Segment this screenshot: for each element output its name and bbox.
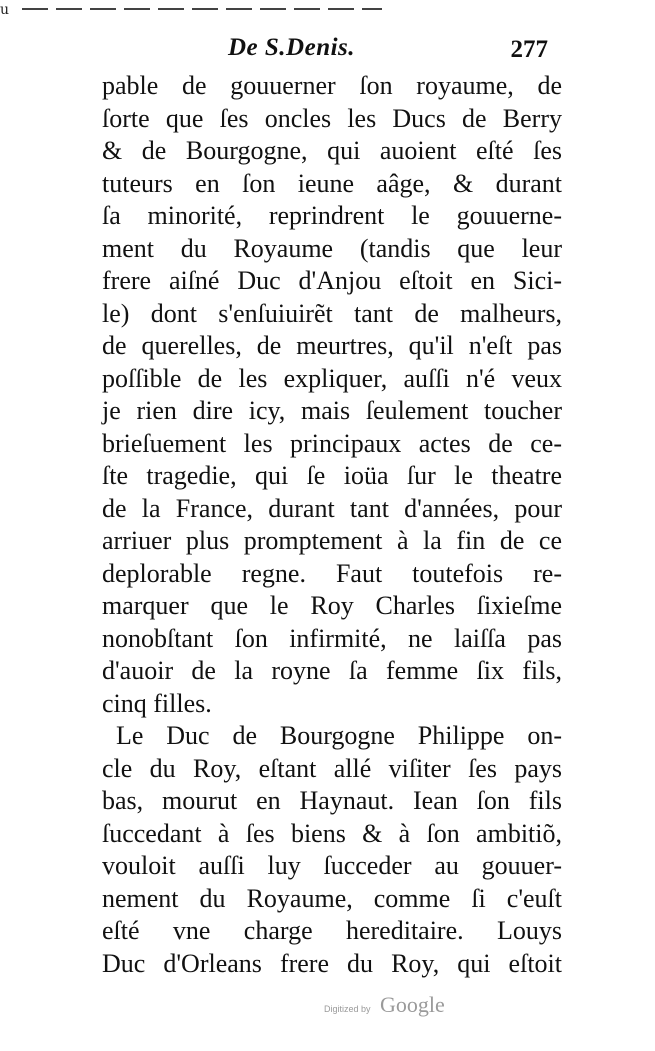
paragraph-start-line: Le Duc de Bourgogne Philippe on-	[116, 721, 562, 750]
google-logo: Google	[380, 992, 445, 1017]
text-line: ment du Royaume (tandis que leur	[102, 233, 562, 263]
text-line: cle du Roy, eſtant allé viſiter ſes pays	[102, 753, 562, 783]
text-line: vouloit auſſi luy ſucceder au gouuer-	[102, 851, 562, 880]
text-line: & de Bourgogne, qui auoient eſté ſes	[102, 136, 562, 165]
digitization-watermark	[324, 992, 484, 1022]
running-title: De S.Denis.	[228, 34, 356, 61]
text-line: brieſuement les principaux actes de ce-	[102, 428, 562, 458]
text-line: frere aiſné Duc d'Anjou eſtoit en Sici-	[102, 266, 562, 295]
text-line: nonobſtant ſon infirmité, ne laiſſa pas	[102, 623, 562, 653]
text-line: ſorte que ſes oncles les Ducs de Berry	[102, 103, 562, 133]
text-line: marquer que le Roy Charles ſixieſme	[102, 591, 562, 620]
page-header	[228, 34, 548, 68]
body-text	[102, 70, 562, 980]
digitized-by-label: Digitized by	[324, 1004, 371, 1014]
text-line: de la France, durant tant d'années, pour	[102, 493, 562, 523]
text-line: eſté vne charge hereditaire. Louys	[102, 916, 562, 945]
text-line: d'auoir de la royne ſa femme ſix fils,	[102, 656, 562, 685]
text-line: arriuer plus promptement à la fin de ce	[102, 526, 562, 555]
text-line: le) dont s'enſuiuirẽt tant de malheurs,	[102, 298, 562, 328]
text-line: ſte tragedie, qui ſe ioüa ſur le theatre	[102, 461, 562, 490]
text-line: je rien dire icy, mais ſeulement toucher	[102, 396, 562, 425]
top-edge-glyph: u	[0, 2, 10, 18]
text-line: pable de gouuerner ſon royaume, de	[102, 71, 562, 100]
text-line: deplorable regne. Faut toutefois re-	[102, 558, 562, 588]
text-line: ſa minorité, reprindrent le gouuerne-	[102, 201, 562, 230]
text-line: bas, mourut en Haynaut. Iean ſon fils	[102, 786, 562, 815]
page-top-edge	[0, 0, 655, 24]
text-line: de querelles, de meurtres, qu'il n'eſt pas	[102, 331, 562, 360]
text-line: ſuccedant à ſes biens & à ſon ambitiõ,	[102, 818, 562, 848]
text-line: tuteurs en ſon ieune aâge, & durant	[102, 168, 562, 198]
text-line: nement du Royaume, comme ſi c'euſt	[102, 883, 562, 913]
text-line: poſſible de les expliquer, auſſi n'é veux	[102, 363, 562, 393]
paragraph-end-line: cinq filles.	[102, 688, 212, 718]
page-number: 277	[510, 36, 548, 63]
text-line: Duc d'Orleans frere du Roy, qui eſtoit	[102, 948, 562, 978]
top-border-rule	[22, 8, 382, 10]
